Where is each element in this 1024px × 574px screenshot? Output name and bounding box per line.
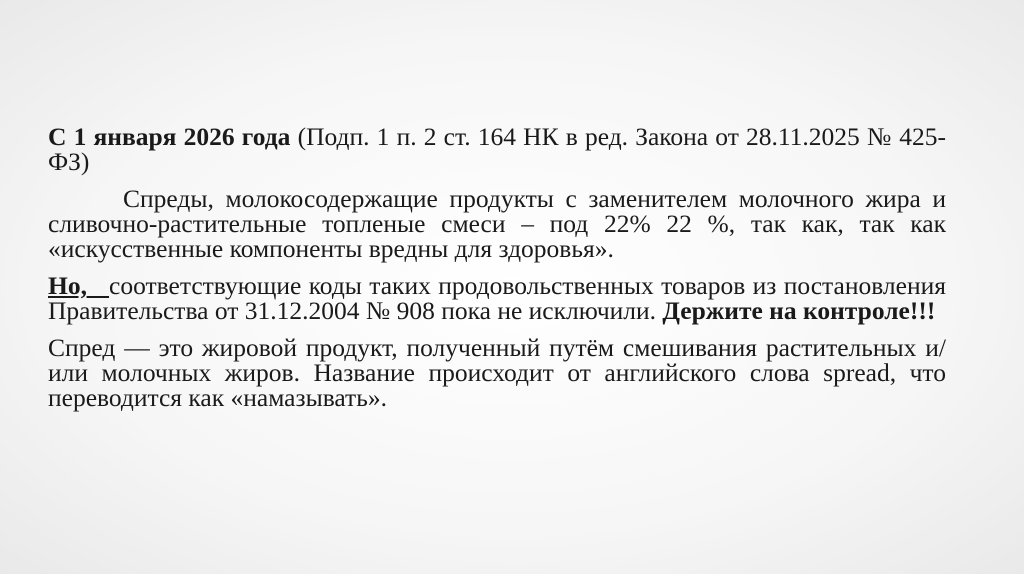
codes-notice-text: соответствующие коды таких продовольственных товаров из постановления Правительства от 31.12.2004 № 908 пока не исключили. — [48, 271, 946, 325]
legal-reference: (Подп. 1 п. 2 ст. 164 НК в ред. Закона от 28.11.2025 № 425-ФЗ) — [48, 122, 946, 176]
paragraph-spread-definition — [48, 335, 946, 410]
paragraph-spreads-rate — [48, 186, 946, 261]
spreads-rate-text: Спреды, молокосодержащие продукты с заменителем молочного жира и сливочно-растительные топленые смеси – под 22% 22 %, так как, так как «искусственные компоненты вредны для здоровья». — [48, 184, 946, 263]
but-label: Но, — [48, 271, 87, 300]
paragraph-codes-notice — [48, 273, 946, 323]
slide-content — [48, 124, 946, 422]
keep-under-control-warning: Держите на контроле!!! — [662, 296, 936, 325]
paragraph-effective-date — [48, 124, 946, 174]
effective-date-heading: С 1 января 2026 года — [48, 122, 291, 151]
spread-definition-text: Спред — это жировой продукт, полученный путём смешивания растительных и/или молочных жиров. Название происходит от английского слова spread, что переводится как «намазывать». — [48, 333, 946, 412]
